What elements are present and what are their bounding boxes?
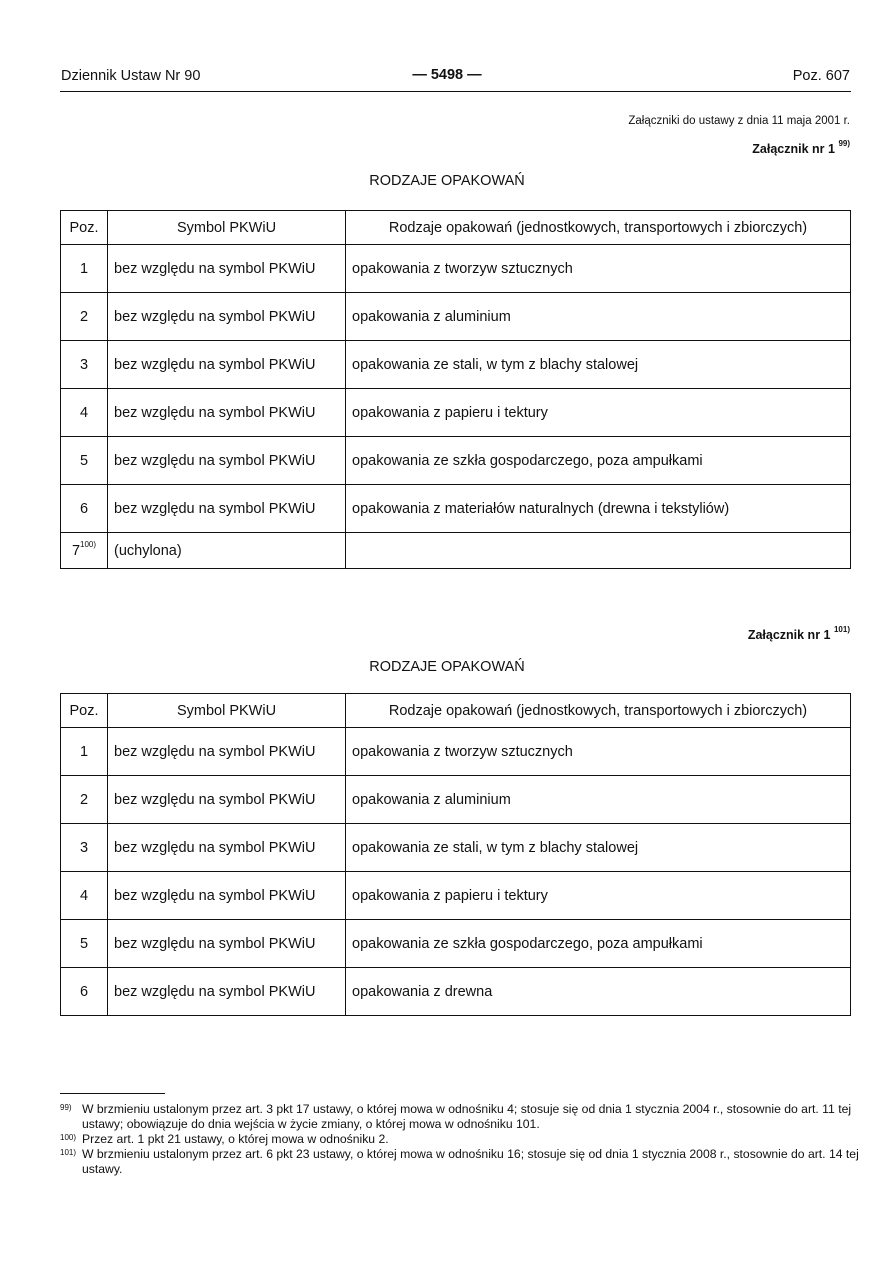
footnote-99 — [60, 1102, 860, 1132]
footnote-mark: 100) — [60, 1133, 77, 1142]
table-row — [61, 437, 851, 485]
cell-poz: 5 — [61, 920, 108, 968]
cell-symbol: bez względu na symbol PKWiU — [108, 920, 346, 968]
cell-symbol: bez względu na symbol PKWiU — [108, 293, 346, 341]
table-row — [61, 824, 851, 872]
column-header-symbol: Symbol PKWiU — [108, 211, 346, 245]
header-divider — [60, 91, 851, 92]
cell-poz: 5 — [61, 437, 108, 485]
column-header-type: Rodzaje opakowań (jednostkowych, transportowych i zbiorczych) — [346, 211, 851, 245]
table-row — [61, 389, 851, 437]
annex-1-title: RODZAJE OPAKOWAŃ — [369, 173, 525, 189]
table-header-row — [61, 211, 851, 245]
annex-2-label-text: Załącznik nr 1 — [747, 628, 831, 643]
cell-type: opakowania z tworzyw sztucznych — [346, 728, 851, 776]
cell-type: opakowania ze stali, w tym z blachy stalowej — [346, 824, 851, 872]
cell-poz-number: 7 — [71, 542, 81, 559]
position-number: Poz. 607 — [792, 68, 850, 84]
cell-type — [346, 533, 851, 569]
table-row — [61, 293, 851, 341]
cell-symbol: bez względu na symbol PKWiU — [108, 485, 346, 533]
table-row — [61, 341, 851, 389]
cell-poz: 3 — [61, 824, 108, 872]
page-number: — 5498 — — [412, 67, 482, 83]
cell-symbol: bez względu na symbol PKWiU — [108, 776, 346, 824]
annex-2-table — [60, 693, 851, 1016]
footnote-mark: 101) — [60, 1148, 77, 1157]
table-row — [61, 245, 851, 293]
cell-poz: 2 — [61, 293, 108, 341]
cell-type: opakowania ze szkła gospodarczego, poza ampułkami — [346, 437, 851, 485]
column-header-symbol: Symbol PKWiU — [108, 694, 346, 728]
cell-symbol: bez względu na symbol PKWiU — [108, 437, 346, 485]
annex-1-label — [752, 141, 850, 156]
cell-symbol: bez względu na symbol PKWiU — [108, 341, 346, 389]
annex-1-label-text: Załącznik nr 1 — [752, 142, 835, 157]
cell-symbol: (uchylona) — [108, 533, 346, 569]
footnote-101 — [60, 1147, 860, 1177]
footnote-100 — [60, 1132, 860, 1147]
cell-symbol: bez względu na symbol PKWiU — [108, 872, 346, 920]
footnote-text: W brzmieniu ustalonym przez art. 3 pkt 17 ustawy, o której mowa w odnośniku 4; stosuje się od dnia 1 stycznia 2004 r., stosownie do art. 11 tej ustawy; obowiązuje do dnia wejścia w życie zmiany, o której mowa w odnośniku 101. — [82, 1102, 852, 1131]
cell-type: opakowania z drewna — [346, 968, 851, 1016]
annex-2-title: RODZAJE OPAKOWAŃ — [369, 659, 525, 675]
footnote-text: W brzmieniu ustalonym przez art. 6 pkt 23 ustawy, o której mowa w odnośniku 16; stosuje się od dnia 1 stycznia 2008 r., stosownie do art. 14 tej ustawy. — [82, 1147, 859, 1176]
table-row — [61, 920, 851, 968]
cell-type: opakowania z aluminium — [346, 776, 851, 824]
annex-2-footnote-ref: 101) — [833, 625, 850, 634]
cell-type: opakowania ze stali, w tym z blachy stalowej — [346, 341, 851, 389]
footnote-ref: 100) — [80, 540, 97, 550]
table-row — [61, 485, 851, 533]
footnote-mark: 99) — [60, 1103, 72, 1112]
table-row — [61, 872, 851, 920]
cell-type: opakowania z materiałów naturalnych (drewna i tekstyliów) — [346, 485, 851, 533]
footnote-text: Przez art. 1 pkt 21 ustawy, o której mowa w odnośniku 2. — [82, 1132, 389, 1146]
column-header-poz: Poz. — [61, 694, 108, 728]
table-row — [61, 968, 851, 1016]
footnotes — [60, 1102, 860, 1177]
cell-type: opakowania ze szkła gospodarczego, poza ampułkami — [346, 920, 851, 968]
cell-symbol: bez względu na symbol PKWiU — [108, 824, 346, 872]
cell-symbol: bez względu na symbol PKWiU — [108, 968, 346, 1016]
cell-symbol: bez względu na symbol PKWiU — [108, 728, 346, 776]
cell-symbol: bez względu na symbol PKWiU — [108, 245, 346, 293]
cell-poz: 6 — [61, 485, 108, 533]
cell-poz: 4 — [61, 872, 108, 920]
table-row — [61, 728, 851, 776]
cell-type: opakowania z tworzyw sztucznych — [346, 245, 851, 293]
table-row — [61, 776, 851, 824]
annex-2-label — [748, 627, 850, 642]
table-header-row — [61, 694, 851, 728]
cell-poz: 6 — [61, 968, 108, 1016]
table-row — [61, 533, 851, 569]
journal-title: Dziennik Ustaw Nr 90 — [61, 68, 201, 84]
cell-poz: 4 — [61, 389, 108, 437]
cell-type: opakowania z papieru i tektury — [346, 389, 851, 437]
column-header-type: Rodzaje opakowań (jednostkowych, transportowych i zbiorczych) — [346, 694, 851, 728]
cell-poz — [61, 533, 108, 569]
cell-poz: 3 — [61, 341, 108, 389]
cell-type: opakowania z aluminium — [346, 293, 851, 341]
footnote-divider — [60, 1093, 165, 1094]
cell-poz: 1 — [61, 245, 108, 293]
annex-note: Załączniki do ustawy z dnia 11 maja 2001 r. — [628, 115, 850, 127]
column-header-poz: Poz. — [61, 211, 108, 245]
cell-poz: 1 — [61, 728, 108, 776]
cell-symbol: bez względu na symbol PKWiU — [108, 389, 346, 437]
cell-poz: 2 — [61, 776, 108, 824]
annex-1-table — [60, 210, 851, 569]
cell-type: opakowania z papieru i tektury — [346, 872, 851, 920]
annex-1-footnote-ref: 99) — [838, 139, 850, 148]
